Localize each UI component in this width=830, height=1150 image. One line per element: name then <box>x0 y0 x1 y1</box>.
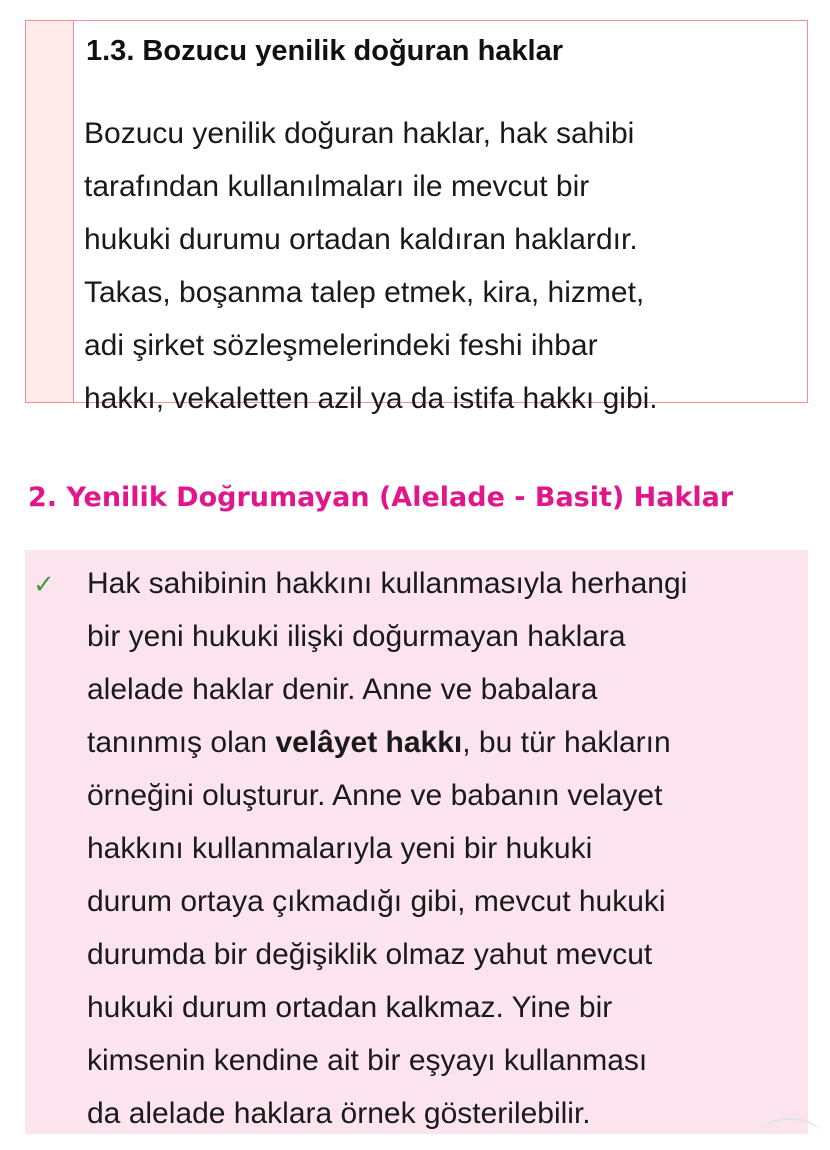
paragraph-line: Bozucu yenilik doğuran haklar, hak sahibi <box>84 117 635 150</box>
text-run: , bu tür hakların <box>462 726 671 759</box>
section-2-heading: 2. Yenilik Doğrumayan (Alelade - Basit) Haklar <box>28 482 734 513</box>
section-1-3-paragraph <box>84 107 658 425</box>
section-2-paragraph <box>87 557 687 1140</box>
paragraph-line: hakkı, vekaletten azil ya da istifa hakkı gibi. <box>84 382 658 415</box>
paragraph-line: durum ortaya çıkmadığı gibi, mevcut hukuki <box>87 885 666 918</box>
paragraph-line: adi şirket sözleşmelerindeki feshi ihbar <box>84 329 598 362</box>
left-margin-strip <box>26 21 74 402</box>
paragraph-line: durumda bir değişiklik olmaz yahut mevcut <box>87 938 653 971</box>
paragraph-line: da alelade haklara örnek gösterilebilir. <box>87 1097 591 1130</box>
section-1-3-title: 1.3. Bozucu yenilik doğuran haklar <box>86 35 564 67</box>
paragraph-line: hakkını kullanmalarıyla yeni bir hukuki <box>87 832 593 865</box>
paragraph-line: tarafından kullanılmaları ile mevcut bir <box>84 170 590 203</box>
paragraph-line-with-bold <box>87 716 687 769</box>
paragraph-line: alelade haklar denir. Anne ve babalara <box>87 673 598 706</box>
page-corner-decoration <box>760 1118 820 1150</box>
paragraph-line: Hak sahibinin hakkını kullanmasıyla herhangi <box>87 567 688 600</box>
text-run: tanınmış olan <box>87 726 276 759</box>
paragraph-line: örneğini oluşturur. Anne ve babanın velayet <box>87 779 663 812</box>
section-2-panel <box>25 550 808 1134</box>
paragraph-line: hukuki durumu ortadan kaldıran haklardır. <box>84 223 638 256</box>
section-1-3-box <box>25 20 808 415</box>
paragraph-line: Takas, boşanma talep etmek, kira, hizmet, <box>84 276 645 309</box>
bold-term: velâyet hakkı <box>275 726 463 759</box>
paragraph-line: hukuki durum ortadan kalkmaz. Yine bir <box>87 991 613 1024</box>
paragraph-line: bir yeni hukuki ilişki doğurmayan haklara <box>87 620 626 653</box>
paragraph-line: kimsenin kendine ait bir eşyayı kullanması <box>87 1044 648 1077</box>
checkmark-icon: ✓ <box>33 570 55 600</box>
